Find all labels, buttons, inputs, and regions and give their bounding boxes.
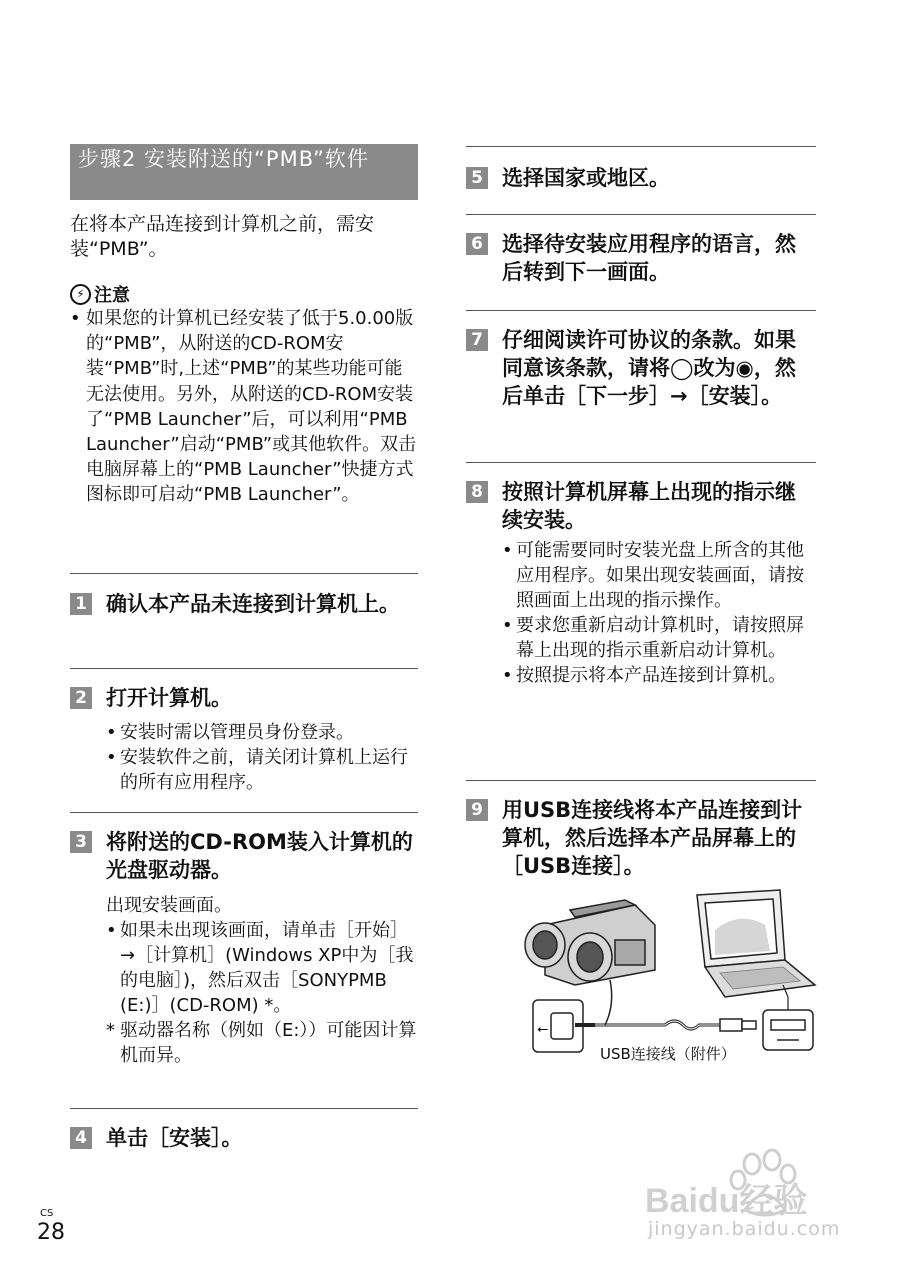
page-number: 28	[37, 1220, 65, 1245]
divider	[70, 573, 418, 574]
divider	[70, 668, 418, 669]
divider	[466, 780, 816, 781]
usb-symbol-icon: ⭠	[537, 1021, 549, 1037]
step-9	[466, 796, 816, 880]
figure-caption: USB连接线（附件）	[600, 1045, 736, 1063]
step-number: 9	[466, 799, 488, 821]
step-title: 将附送的CD-ROM装入计算机的光盘驱动器。	[106, 830, 413, 882]
step-title: 按照计算机屏幕上出现的指示继续安装。	[502, 480, 796, 532]
step-8	[466, 478, 816, 534]
step-title: 打开计算机。	[106, 686, 232, 710]
step-title: 选择国家或地区。	[502, 166, 670, 190]
step-5	[466, 164, 816, 192]
list-item: 安装软件之前，请关闭计算机上运行的所有应用程序。	[120, 747, 408, 793]
divider	[466, 214, 816, 215]
divider	[70, 812, 418, 813]
watermark-brand: Baidu经验	[645, 1182, 808, 1220]
step-title: 单击［安装］。	[106, 1126, 243, 1150]
divider	[466, 462, 816, 463]
step-number: 7	[466, 329, 488, 351]
step-number: 5	[466, 167, 488, 189]
step-title: 用USB连接线将本产品连接到计算机，然后选择本产品屏幕上的［USB连接］。	[502, 798, 803, 878]
language-code: CS	[40, 1208, 54, 1219]
step-number: 8	[466, 481, 488, 503]
step-title: 确认本产品未连接到计算机上。	[106, 592, 400, 616]
list-item: 可能需要同时安装光盘上所含的其他应用程序。如果出现安装画面，请按照画面上出现的指示操作。	[516, 540, 804, 611]
step-title: 仔细阅读许可协议的条款。如果同意该条款，请将◯改为◉，然后单击［下一步］→［安装］。	[502, 328, 796, 408]
note-body: • 如果您的计算机已经安装了低于5.0.00版的“PMB”，从附送的CD-ROM安装“PMB”时,上述“PMB”的某些功能可能无法使用。另外，从附送的CD-ROM安装了“PMB Launcher”后，可以利用“PMB Launcher”启动“PMB”或其他软件。双击电脑屏幕上的“PMB Launcher”快捷方式图标即可启动“PMB Launcher”。	[70, 306, 418, 508]
note-bullet: 如果您的计算机已经安装了低于5.0.00版的“PMB”，从附送的CD-ROM安装“PMB”时,上述“PMB”的某些功能可能无法使用。另外，从附送的CD-ROM安装了“PMB Launcher”后，可以利用“PMB Launcher”启动“PMB”或其他软件。双击电脑屏幕上的“PMB Launcher”快捷方式图标即可启动“PMB Launcher”。	[86, 308, 417, 506]
step-paragraph: 出现安装画面。	[106, 895, 232, 916]
step-number: 3	[70, 831, 92, 853]
step-2-bullets: • 安装时需以管理员身份登录。 • 安装软件之前，请关闭计算机上运行的所有应用程序。	[106, 720, 418, 795]
list-item: 要求您重新启动计算机时，请按照屏幕上出现的指示重新启动计算机。	[516, 615, 804, 661]
footnote-mark: *	[106, 1020, 115, 1041]
step-3-body: 出现安装画面。 • 如果未出现该画面，请单击［开始］→［计算机］(Windows XP中为［我的电脑］)，然后双击［SONYPMB (E:)］(CD-ROM) *。 * 驱动器名称（例如（E:））可能因计算机而异。	[106, 895, 417, 1066]
laptop-icon	[697, 890, 815, 997]
watermark-url: jingyan.baidu.com	[648, 1218, 841, 1240]
step-2	[70, 684, 418, 712]
step-6	[466, 230, 816, 286]
step-1	[70, 590, 418, 618]
camera-icon	[525, 900, 655, 985]
caution-icon: ⚡	[70, 284, 91, 305]
note-heading: ⚡ 注意	[70, 281, 130, 307]
step-title: 选择待安装应用程序的语言，然后转到下一画面。	[502, 232, 796, 284]
step-number: 6	[466, 233, 488, 255]
step-7	[466, 326, 796, 410]
step-number: 4	[70, 1127, 92, 1149]
footnote: 驱动器名称（例如（E:））可能因计算机而异。	[120, 1020, 417, 1066]
step-3	[70, 828, 418, 884]
list-item: 按照提示将本产品连接到计算机。	[516, 665, 786, 686]
step-8-bullets: • 可能需要同时安装光盘上所含的其他应用程序。如果出现安装画面，请按照画面上出现的指示操作。 • 要求您重新启动计算机时，请按照屏幕上出现的指示重新启动计算机。 • 按照提示将本产品连接到计算机。	[502, 538, 814, 688]
step-4	[70, 1124, 418, 1152]
list-item: 安装时需以管理员身份登录。	[120, 722, 354, 743]
divider	[466, 146, 816, 147]
divider	[466, 310, 816, 311]
step-number: 1	[70, 593, 92, 615]
list-item: 如果未出现该画面，请单击［开始］→［计算机］(Windows XP中为［我的电脑］)，然后双击［SONYPMB (E:)］(CD-ROM) *。	[120, 920, 414, 1016]
divider	[70, 1108, 418, 1109]
section-banner	[70, 144, 418, 200]
step-number: 2	[70, 687, 92, 709]
intro-text: 在将本产品连接到计算机之前，需安装“PMB”。	[70, 213, 375, 260]
section-title: 步骤2 安装附送的“PMB”软件	[78, 147, 369, 171]
